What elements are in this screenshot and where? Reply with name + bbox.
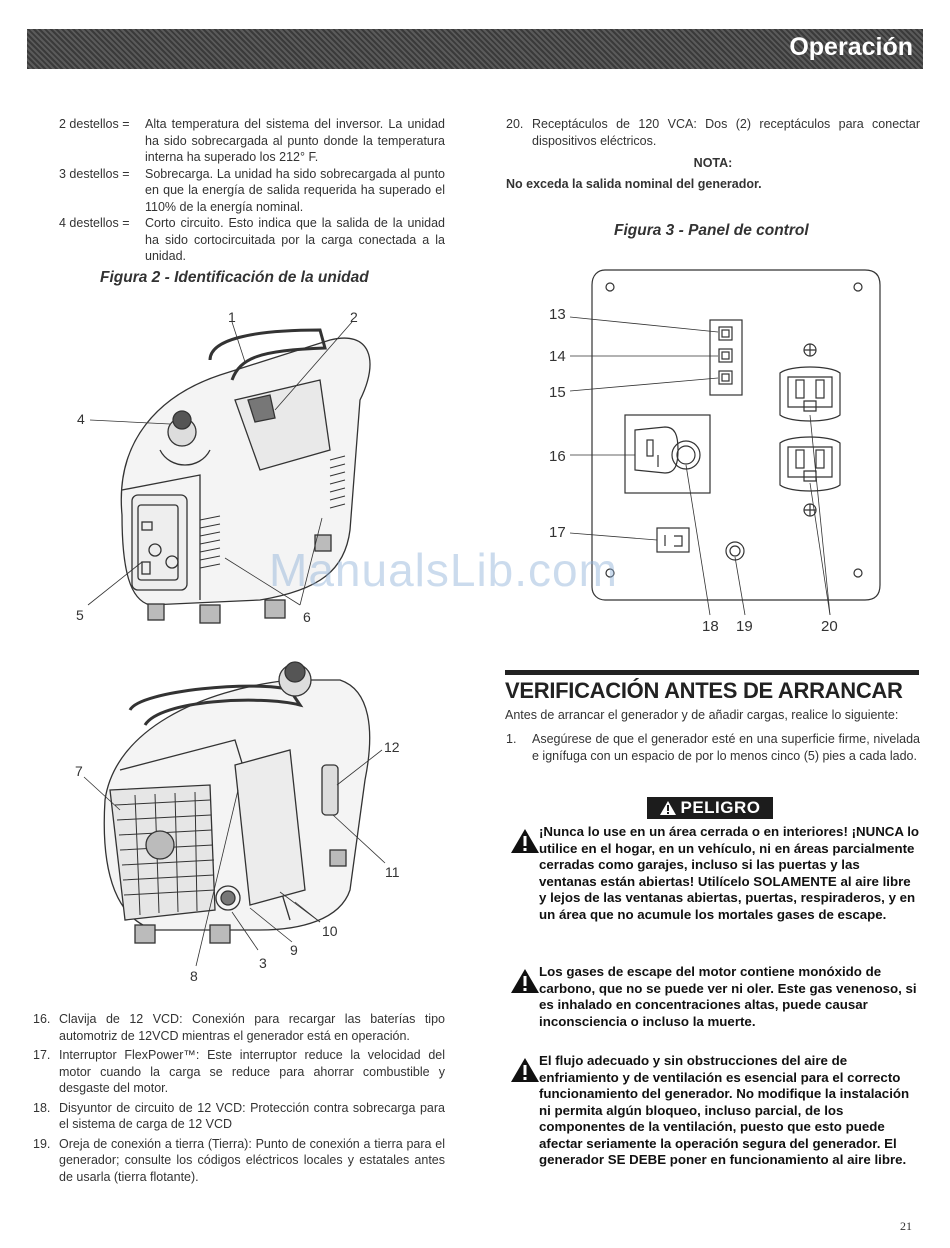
page-number: 21 xyxy=(900,1219,912,1233)
figure-2-label: 2 xyxy=(350,309,358,325)
list-item xyxy=(33,1011,445,1044)
list-item xyxy=(33,1100,445,1133)
figure-2-caption: Figura 2 - Identificación de la unidad xyxy=(100,269,369,286)
note-text: No exceda la salida nominal del generador. xyxy=(506,176,762,191)
figure-3-label: 15 xyxy=(549,384,566,401)
component-list-right xyxy=(506,116,920,192)
flash-code-desc: Corto circuito. Esto indica que la salida de la unidad ha sido cortocircuitada por la carga conectada a la unidad. xyxy=(145,216,445,263)
warning-triangle-icon xyxy=(510,1057,540,1083)
figure-2-label: 10 xyxy=(322,923,338,939)
figure-2-label: 5 xyxy=(76,607,84,623)
item-text: Disyuntor de circuito de 12 VCD: Protección contra sobrecarga para el sistema de carga de 12 VCD xyxy=(59,1100,445,1131)
section-intro: Antes de arrancar el generador y de añadir cargas, realice lo siguiente: xyxy=(505,708,899,722)
list-item xyxy=(506,116,920,149)
danger-warning-1 xyxy=(510,824,920,923)
list-item xyxy=(33,1047,445,1097)
danger-label: PELIGRO xyxy=(680,798,761,817)
figure-3-label: 14 xyxy=(549,348,566,365)
item-text: Oreja de conexión a tierra (Tierra): Punto de conexión a tierra para el generador; consulte los códigos eléctricos locales y estatales antes de usarla (tierra flotante). xyxy=(59,1136,445,1184)
flash-code-3 xyxy=(59,166,445,216)
page-section-title: Operación xyxy=(789,33,913,61)
note-title: NOTA: xyxy=(693,156,733,170)
danger-warning-3 xyxy=(510,1053,920,1169)
item-number: 17. xyxy=(33,1048,51,1062)
figure-3-label: 18 xyxy=(702,618,719,635)
list-item xyxy=(506,731,920,764)
item-number: 18. xyxy=(33,1100,51,1115)
item-text: Interruptor FlexPower™: Este interruptor reduce la velocidad del motor cuando la carga se reduce para ahorrar combustible y desgaste del motor. xyxy=(59,1048,445,1095)
figure-2-label: 4 xyxy=(77,411,85,427)
item-number: 19. xyxy=(33,1136,51,1151)
warning-text: El flujo adecuado y sin obstrucciones del aire de enfriamiento y de ventilación es esencial para el correcto funcionamiento del generador. No modifique la instalación ni permita algún bloqueo, incluso parcial, de los componentes de la ventilación, puesto que esto puede afectar seriamente la operación segura del generador. El generador SE DEBE poner en funcionamiento al aire libre. xyxy=(539,1053,910,1167)
figure-2-label: 9 xyxy=(290,942,298,958)
flash-code-key: 2 destellos = xyxy=(59,117,130,131)
figure-3-label: 19 xyxy=(736,618,753,635)
figure-2-label: 6 xyxy=(303,609,311,625)
item-text: Clavija de 12 VCD: Conexión para recargar las baterías tipo automotriz de 12VCD mientras el generador está en operación. xyxy=(59,1012,445,1043)
header-bar xyxy=(27,29,923,69)
item-number: 1. xyxy=(506,732,517,746)
item-number: 16. xyxy=(33,1012,51,1026)
figure-3-label: 17 xyxy=(549,524,566,541)
flash-code-desc: Alta temperatura del sistema del inversor. La unidad ha sido sobrecargada al punto donde la temperatura interna ha superado los 212° F. xyxy=(145,117,445,164)
figure-3-label: 16 xyxy=(549,448,566,465)
warning-triangle-icon xyxy=(659,800,677,816)
figure-3-label: 20 xyxy=(821,618,838,635)
flash-code-4 xyxy=(59,215,445,265)
warning-text: ¡Nunca lo use en un área cerrada o en interiores! ¡NUNCA lo utilice en el hogar, en un vehículo, ni en áreas parcialmente cerradas como garajes, incluso si las puertas y las ventanas están abiertas! Utilícelo SOLAMENTE al aire libre y lejos de las ventanas abiertas, puertas, respiraderos, y en un área que no acumule los mortales gases de escape. xyxy=(539,824,920,922)
figure-2-label: 11 xyxy=(385,864,400,880)
section-rule xyxy=(505,670,919,675)
flash-code-key: 3 destellos = xyxy=(59,166,130,181)
flash-code-list xyxy=(59,116,445,265)
warning-text: Los gases de escape del motor contiene monóxido de carbono, que no se puede ver ni oler. Este gas venenoso, si es inhalado en concentraciones altas, puede causar inconsciencia o incluso la muerte. xyxy=(539,964,917,1029)
flash-code-desc: Sobrecarga. La unidad ha sido sobrecargada al punto en que la energía de salida requerida ha superado el 110% de la energía nominal. xyxy=(145,166,445,214)
figure-3-caption: Figura 3 - Panel de control xyxy=(614,222,809,239)
figure-2-label: 8 xyxy=(190,968,198,984)
danger-badge xyxy=(647,797,773,819)
watermark-text: ManualsLib.com xyxy=(269,544,618,596)
danger-warning-2 xyxy=(510,964,920,1030)
generator-rear-illustration xyxy=(60,650,450,990)
figure-2-label: 1 xyxy=(228,309,236,325)
list-item xyxy=(33,1136,445,1186)
figure-3-label: 13 xyxy=(549,306,566,323)
item-text: Receptáculos de 120 VCA: Dos (2) receptáculos para conectar dispositivos eléctricos. xyxy=(532,117,920,148)
item-text: Asegúrese de que el generador esté en una superficie firme, nivelada e ignífuga con un espacio de por lo menos cinco (5) pies a cada lado. xyxy=(532,732,920,763)
warning-triangle-icon xyxy=(510,968,540,994)
flash-code-2 xyxy=(59,116,445,166)
section-step-1 xyxy=(506,731,920,767)
figure-2-label: 3 xyxy=(259,955,267,971)
item-number: 20. xyxy=(506,117,524,131)
warning-triangle-icon xyxy=(510,828,540,854)
figure-2-label: 12 xyxy=(384,739,400,755)
component-list-left xyxy=(33,1011,445,1188)
figure-2-label: 7 xyxy=(75,763,83,779)
flash-code-key: 4 destellos = xyxy=(59,216,130,230)
section-title: VERIFICACIÓN ANTES DE ARRANCAR xyxy=(505,678,903,703)
